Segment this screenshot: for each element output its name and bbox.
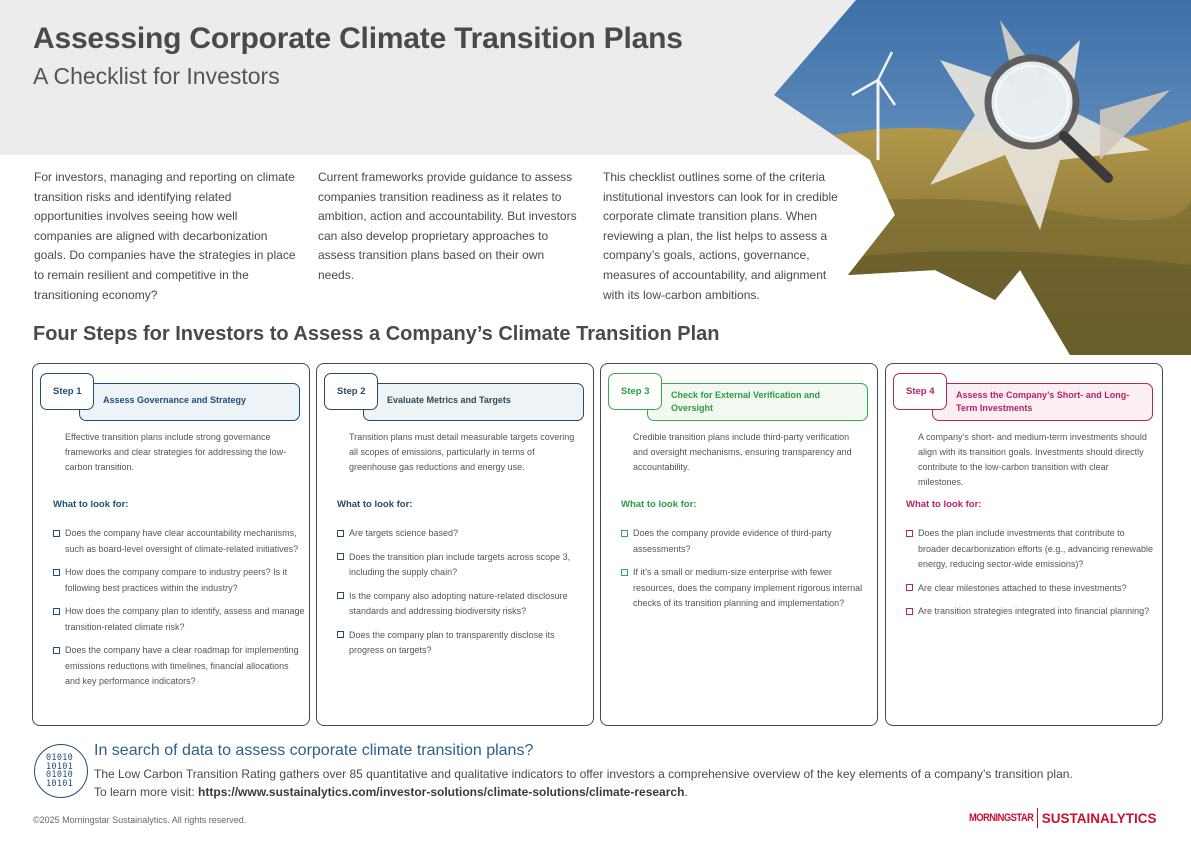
checkbox-icon <box>621 530 628 537</box>
what-to-look-for-label: What to look for: <box>337 499 413 510</box>
checklist-item <box>337 550 589 581</box>
checkbox-icon <box>337 530 344 537</box>
checkbox-icon <box>53 647 60 654</box>
checklist-item <box>337 526 589 542</box>
intro-paragraph-1: For investors, managing and reporting on climate transition risks and identifying related opportunities involves seeing how well companies are aligned with decarbonization goals. Do companies have the strategies in place to remain resilient and competitive in the transitioning economy? <box>34 170 296 302</box>
step-card-1 <box>32 363 310 726</box>
intro-paragraph-2: Current frameworks provide guidance to assess companies transition readiness as it relates to ambition, action and accountability. But investors can also develop proprietary approaches to assess transition plans based on their own needs. <box>318 170 577 282</box>
checklist-item-text: Does the company have clear accountability mechanisms, such as board-level oversight of climate-related initiatives? <box>65 528 299 554</box>
checklist-item-text: Are transition strategies integrated into financial planning? <box>918 606 1150 616</box>
step-description: Credible transition plans include third-party verification and oversight mechanisms, ensuring transparency and accountability. <box>633 432 852 472</box>
checklist-item-text: Are clear milestones attached to these investments? <box>918 582 1127 593</box>
page-subtitle: A Checklist for Investors <box>33 63 280 89</box>
checkbox-icon <box>337 631 344 638</box>
checklist-item <box>337 589 589 620</box>
cta-description: The Low Carbon Transition Rating gathers over 85 quantitative and qualitative indicators to offer investors a comprehensive overview of the key elements of a company’s transition plan. <box>94 767 1073 781</box>
checkbox-icon <box>906 530 913 537</box>
checklist-item <box>337 628 589 659</box>
cta-visit-suffix: . <box>684 784 688 799</box>
checklist-item-text: How does the company compare to industry peers? Is it following best practices within the industry? <box>65 567 288 593</box>
checkbox-icon <box>53 608 60 615</box>
checklist-item-text: Does the company provide evidence of third-party assessments? <box>633 528 832 554</box>
checklist-item-text: Does the transition plan include targets across scope 3, including the supply chain? <box>349 551 571 577</box>
step-tag: Step 2 <box>324 373 378 410</box>
checklist-item <box>53 643 305 690</box>
checklist-item-text: If it’s a small or medium-size enterprise with fewer resources, does the company implement rigorous internal checks of its transition planning and implementation? <box>633 567 863 608</box>
cta-visit-prefix: To learn more visit: <box>94 784 199 799</box>
page-title: Assessing Corporate Climate Transition Plans <box>33 22 683 55</box>
checklist-item <box>53 565 305 596</box>
logo-divider <box>1037 808 1038 828</box>
cta-link[interactable]: https://www.sustainalytics.com/investor-solutions/climate-solutions/climate-research <box>198 784 685 799</box>
checklist-item <box>621 565 873 612</box>
intro-paragraph-3: This checklist outlines some of the criteria institutional investors can look for in credible corporate climate transition plans. When reviewing a plan, the list helps to assess a company’s goals, actions, governance, measures of accountability, and alignment with its low-carbon ambitions. <box>603 170 838 302</box>
sustainalytics-logo: SUSTAINALYTICS <box>1041 810 1157 826</box>
step-title: Assess Governance and Strategy <box>103 395 247 405</box>
step-card-2 <box>316 363 594 726</box>
checklist-item <box>906 604 1158 620</box>
checklist <box>53 526 305 698</box>
step-tag: Step 4 <box>893 373 947 410</box>
checklist-item-text: Does the plan include investments that contribute to broader decarbonization efforts (e.g., advancing renewable energy, reducing sector-wide emissions)? <box>918 528 1153 569</box>
checkbox-icon <box>53 530 60 537</box>
checklist-item <box>53 604 305 635</box>
step-title: Evaluate Metrics and Targets <box>387 395 511 405</box>
checkbox-icon <box>53 569 60 576</box>
checkbox-icon <box>906 584 913 591</box>
checklist <box>337 526 589 667</box>
what-to-look-for-label: What to look for: <box>53 499 129 510</box>
morningstar-logo: MORNINGSTAR <box>969 812 1034 824</box>
step-title: Check for External Verification and Oversight <box>671 390 821 413</box>
step-card-3 <box>600 363 878 726</box>
copyright: ©2025 Morningstar Sustainalytics. All rights reserved. <box>33 815 247 825</box>
cta-text <box>94 766 1154 801</box>
checklist-item <box>621 526 873 557</box>
checklist-item <box>906 581 1158 597</box>
what-to-look-for-label: What to look for: <box>621 499 697 510</box>
checklist-item <box>906 526 1158 573</box>
checklist-item <box>53 526 305 557</box>
step-description: A company’s short- and medium-term investments should align with its transition goals. Investments should directly contribute to the low-carbon transition with clear milestones. <box>918 432 1147 487</box>
checklist-item-text: How does the company plan to identify, assess and manage transition-related climate risk? <box>65 606 305 632</box>
checkbox-icon <box>337 553 344 560</box>
brand-logo <box>969 807 1156 829</box>
checklist-item-text: Does the company plan to transparently disclose its progress on targets? <box>349 629 555 655</box>
step-description: Effective transition plans include strong governance frameworks and clear strategies for addressing the low-carbon transition. <box>65 432 287 472</box>
checkbox-icon <box>621 569 628 576</box>
section-title: Four Steps for Investors to Assess a Company’s Climate Transition Plan <box>33 323 720 345</box>
binary-digits: 01010 10101 01010 10101 <box>46 753 74 789</box>
step-card-4 <box>885 363 1163 726</box>
binary-data-icon <box>34 744 88 798</box>
checklist-item-text: Is the company also adopting nature-related disclosure standards and addressing biodiversity risks? <box>349 590 568 616</box>
what-to-look-for-label: What to look for: <box>906 499 982 510</box>
step-title: Assess the Company’s Short- and Long-Term Investments <box>956 390 1130 413</box>
step-tag: Step 3 <box>608 373 662 410</box>
checkbox-icon <box>906 608 913 615</box>
step-description: Transition plans must detail measurable targets covering all scopes of emissions, particularly in terms of greenhouse gas reductions and energy use. <box>349 432 575 472</box>
checklist <box>621 526 873 620</box>
checklist-item-text: Are targets science based? <box>349 528 459 538</box>
checklist <box>906 526 1158 628</box>
checkbox-icon <box>337 592 344 599</box>
checklist-item-text: Does the company have a clear roadmap for implementing emissions reductions with timelines, financial allocations and key performance indicators? <box>65 645 299 686</box>
cta-title: In search of data to assess corporate climate transition plans? <box>94 742 534 759</box>
step-tag: Step 1 <box>40 373 94 410</box>
